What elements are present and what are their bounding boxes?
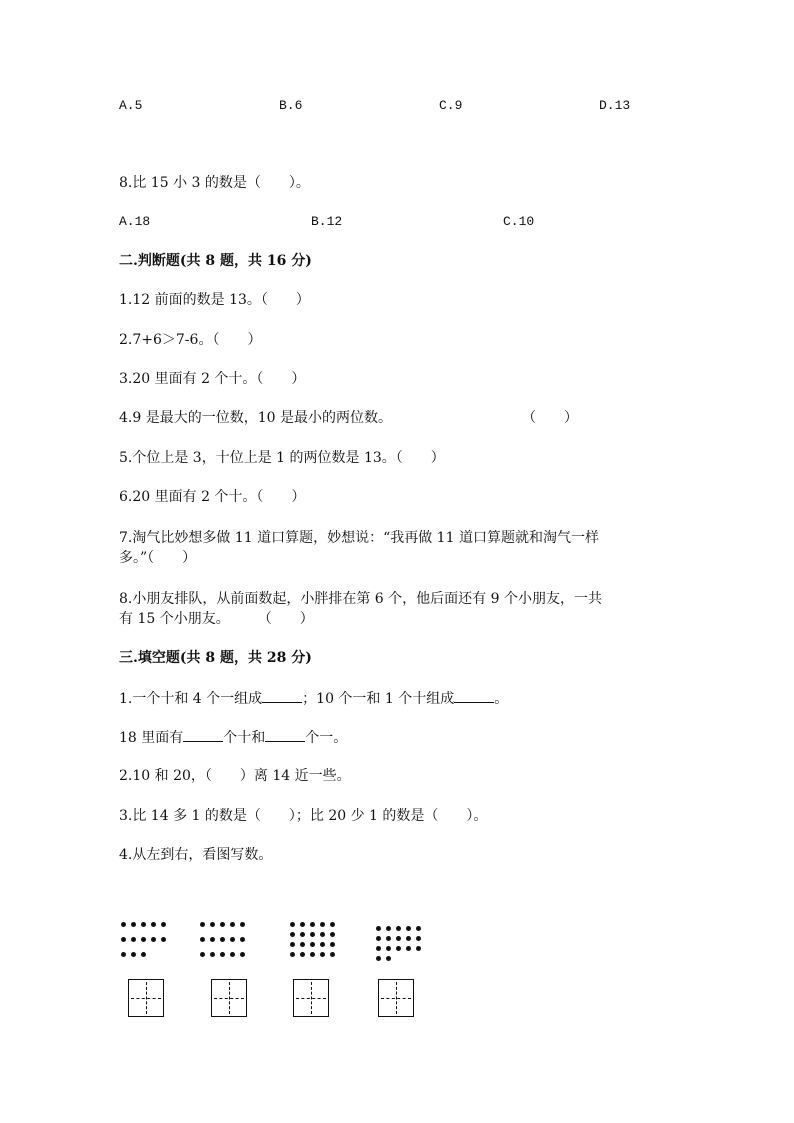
q8-text: 8.比 15 小 3 的数是（ ）。 [119, 175, 310, 191]
dot [161, 922, 166, 927]
tf-item-4: 4.9 是最大的一位数，10 是最小的两位数。 [119, 410, 392, 426]
answer-blank[interactable] [454, 688, 494, 703]
q8-option-b: B.12 [311, 214, 343, 229]
section3-title: 三.填空题(共 8 题，共 28 分) [119, 650, 312, 666]
dot [386, 926, 391, 931]
dot [230, 922, 235, 927]
fill-q1b-end: 个一。 [305, 730, 348, 746]
dot [396, 946, 401, 951]
dot [210, 952, 215, 957]
dot [376, 936, 381, 941]
dot [141, 922, 146, 927]
dot [210, 922, 215, 927]
tf-item-7-line2: 多。”（ ） [119, 550, 197, 566]
fill-q3: 3.比 14 多 1 的数是（ ）；比 20 少 1 的数是（ ）。 [119, 808, 488, 824]
dot [376, 946, 381, 951]
dot [151, 937, 156, 942]
fill-q4: 4.从左到右，看图写数。 [119, 847, 273, 863]
dot [290, 932, 295, 937]
dot [220, 952, 225, 957]
dot [330, 952, 335, 957]
q7-option-d: D.13 [599, 98, 631, 113]
dot [230, 952, 235, 957]
dot [220, 922, 225, 927]
dot [386, 956, 391, 961]
tf-item-8-line1: 8.小朋友排队，从前面数起，小胖排在第 6 个，他后面还有 9 个小朋友，一共 [119, 591, 602, 607]
dot [386, 936, 391, 941]
dot [230, 937, 235, 942]
dot [416, 946, 421, 951]
dot [376, 956, 381, 961]
q7-option-a: A.5 [119, 98, 143, 113]
answer-blank[interactable] [265, 727, 305, 742]
dot [416, 936, 421, 941]
dot [131, 952, 136, 957]
dot [310, 922, 315, 927]
dot [406, 926, 411, 931]
answer-box-1[interactable] [128, 979, 164, 1017]
fill-q1b-mid: 个十和 [223, 730, 266, 746]
dot [320, 932, 325, 937]
dot [200, 937, 205, 942]
tf-item-4-paren: （ ） [522, 410, 578, 426]
fill-q1b-pre: 18 里面有 [119, 730, 184, 746]
q8-option-a: A.18 [119, 214, 151, 229]
tf-item-8-line2: 有 15 个小朋友。 （ ） [119, 611, 314, 627]
fill-q1a-pre: 1.一个十和 4 个一组成 [119, 691, 263, 707]
dot [290, 922, 295, 927]
dot [121, 922, 126, 927]
dot [161, 937, 166, 942]
dot [300, 942, 305, 947]
dot [300, 952, 305, 957]
tf-item-7-line1: 7.淘气比妙想多做 11 道口算题，妙想说：“我再做 11 道口算题就和淘气一样 [119, 530, 599, 546]
dot [151, 922, 156, 927]
dot [200, 952, 205, 957]
dot [386, 946, 391, 951]
dot [240, 937, 245, 942]
dot [396, 936, 401, 941]
answer-box-3[interactable] [293, 979, 329, 1017]
dot [330, 922, 335, 927]
answer-box-2[interactable] [211, 979, 247, 1017]
dot [310, 942, 315, 947]
dot [290, 942, 295, 947]
dot [416, 926, 421, 931]
dot [396, 926, 401, 931]
dot [406, 936, 411, 941]
dot [121, 952, 126, 957]
fill-q1a-end: 。 [494, 691, 509, 707]
dot [131, 937, 136, 942]
dot [330, 932, 335, 937]
fill-q1a-mid: ；10 个一和 1 个十组成 [302, 691, 455, 707]
tf-item-1: 1.12 前面的数是 13。（ ） [119, 292, 310, 308]
fill-q1-line2 [119, 727, 347, 748]
dot [300, 932, 305, 937]
dot [376, 926, 381, 931]
section2-title: 二.判断题(共 8 题，共 16 分) [119, 253, 312, 269]
tf-item-2: 2.7+6＞7-6。（ ） [119, 332, 262, 348]
tf-item-3: 3.20 里面有 2 个十。（ ） [119, 371, 306, 387]
dot [330, 942, 335, 947]
answer-blank[interactable] [262, 688, 302, 703]
dot [131, 922, 136, 927]
dot [320, 952, 325, 957]
q7-option-c: C.9 [439, 98, 463, 113]
dot [200, 922, 205, 927]
dot [310, 952, 315, 957]
q8-option-c: C.10 [503, 214, 535, 229]
dot [121, 937, 126, 942]
answer-blank[interactable] [183, 727, 223, 742]
dot [240, 952, 245, 957]
dot [406, 946, 411, 951]
dot [141, 952, 146, 957]
dot [290, 952, 295, 957]
dot [210, 937, 215, 942]
q7-option-b: B.6 [279, 98, 303, 113]
answer-box-4[interactable] [378, 979, 414, 1017]
dot [220, 937, 225, 942]
dot [310, 932, 315, 937]
dot [240, 922, 245, 927]
tf-item-5: 5.个位上是 3，十位上是 1 的两位数是 13。（ ） [119, 450, 445, 466]
fill-q2: 2.10 和 20，（ ）离 14 近一些。 [119, 768, 351, 784]
fill-q1-line1 [119, 688, 508, 709]
dot [300, 922, 305, 927]
dot [320, 942, 325, 947]
tf-item-6: 6.20 里面有 2 个十。（ ） [119, 489, 306, 505]
dot [141, 937, 146, 942]
dot [320, 922, 325, 927]
